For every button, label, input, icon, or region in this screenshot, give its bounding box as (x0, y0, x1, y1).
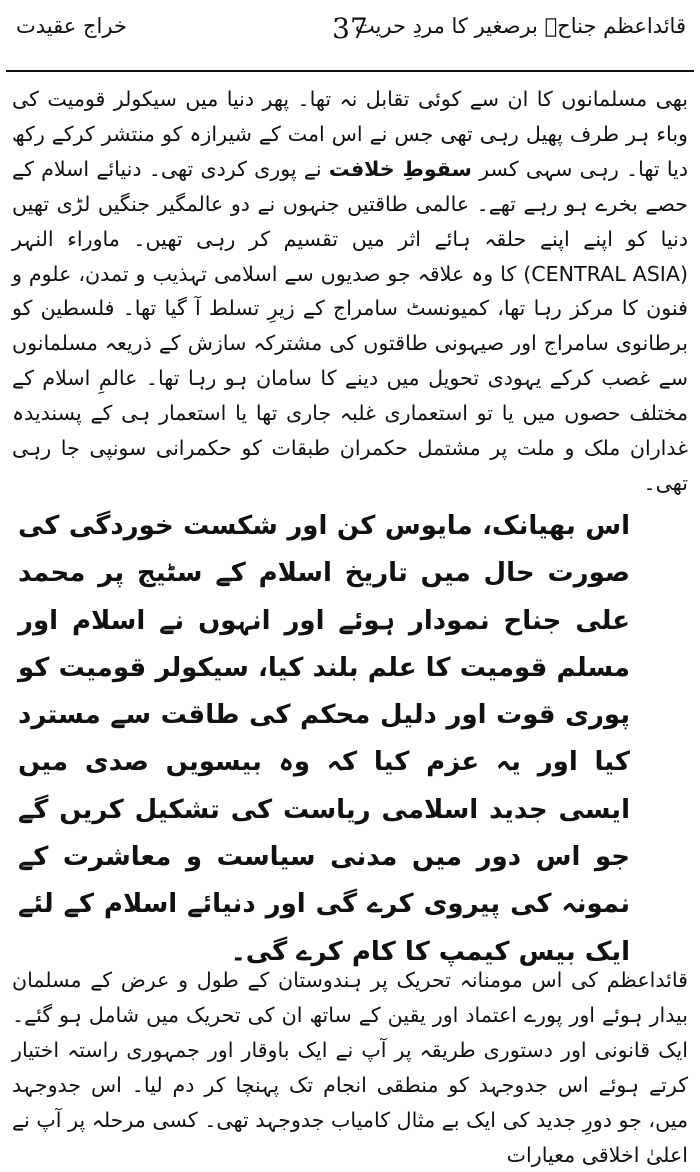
emphasis-sukoot-e-khilafat: سقوطِ خلافت (328, 156, 472, 181)
paragraph-2: قائداعظم کی اس مومنانہ تحریک پر ہندوستان کے طول و عرض کے مسلمان بیدار ہوئے اور پورے اعتماد اور یقین کے ساتھ ان کی تحریک میں شامل ہو گئے۔ ایک قانونی اور دستوری طریقہ پر آپ نے ایک باوقار اور جمہوری راستہ اختیار کرتے ہوئے اس جدوجہد کو منطقی انجام تک پہنچا کر دم لیا۔ اس جدوجہد میں، جو دورِ جدید کی ایک بے مثال کامیاب جدوجہد تھی۔ کسی مرحلہ پر آپ نے اعلیٰ اخلاقی معیارات (12, 968, 688, 1167)
highlighted-quote: اس بھیانک، مایوس کن اور شکست خوردگی کی صورت حال میں تاریخ اسلام کے سٹیج پر محمد علی جناح نمودار ہوئے اور انہوں نے اسلام اور مسلم قومیت کا علم بلند کیا، سیکولر قومیت کو پوری قوت اور دلیل محکم کی طاقت سے مسترد کیا اور یہ عزم کیا کہ وہ بیسویں صدی میں ایسی جدید اسلامی ریاست کی تشکیل کریں گے جو اس دور میں مدنی سیاست و معاشرت کے نمونہ کی پیروی کرے گی اور دنیائے اسلام کے لئے ایک بیس کیمپ کا کام کرے گی۔ (18, 511, 630, 967)
page-number: 37 (332, 12, 368, 45)
paragraph-1-part-2: نے پوری کردی تھی۔ دنیائے اسلام کے حصے بخرے ہو رہے تھے۔ عالمی طاقتیں جنہوں نے دو عالمگیر جنگیں لڑی تھیں دنیا کو اپنے اپنے حلقہ ہائے اثر میں تقسیم کر رہی تھیں۔ ماوراء النہر (CENTRAL ASIA) کا وہ علاقہ جو صدیوں سے اسلامی تہذیب و تمدن، علوم و فنون کا مرکز رہا تھا، کمیونسٹ سامراج کے زیرِ تسلط آ گیا تھا۔ فلسطین کو برطانوی سامراج اور صیہونی طاقتوں کی مشترکہ سازش کے ذریعہ مسلمانوں سے غصب کرکے یہودی تحویل میں دینے کا سامان ہو رہا تھا۔ عالمِ اسلام کے مختلف حصوں میں یا تو استعماری غلبہ جاری تھا یا استعمار ہی کے پسندیدہ غداران ملک و ملت پر مشتمل حکمران طبقات کو حکمرانی سونپی جا رہی تھی۔ (12, 156, 688, 495)
book-title: خراج عقیدت (16, 14, 127, 38)
paragraph-1-part-1: بھی مسلمانوں کا ان سے کوئی تقابل نہ تھا۔ پھر دنیا میں سیکولر قومیت کی وباء ہر طرف پھیل رہی تھی جس نے اس امت کے شیرازہ کو منتشر کرکے رکھ دیا تھا۔ رہی سہی کسر (12, 87, 689, 181)
header-rule (6, 70, 694, 72)
page-header (8, 0, 692, 66)
running-title: قائداعظم جناحؒ برصغیر کا مردِ حریت (354, 14, 686, 38)
paragraph-1 (12, 82, 688, 501)
